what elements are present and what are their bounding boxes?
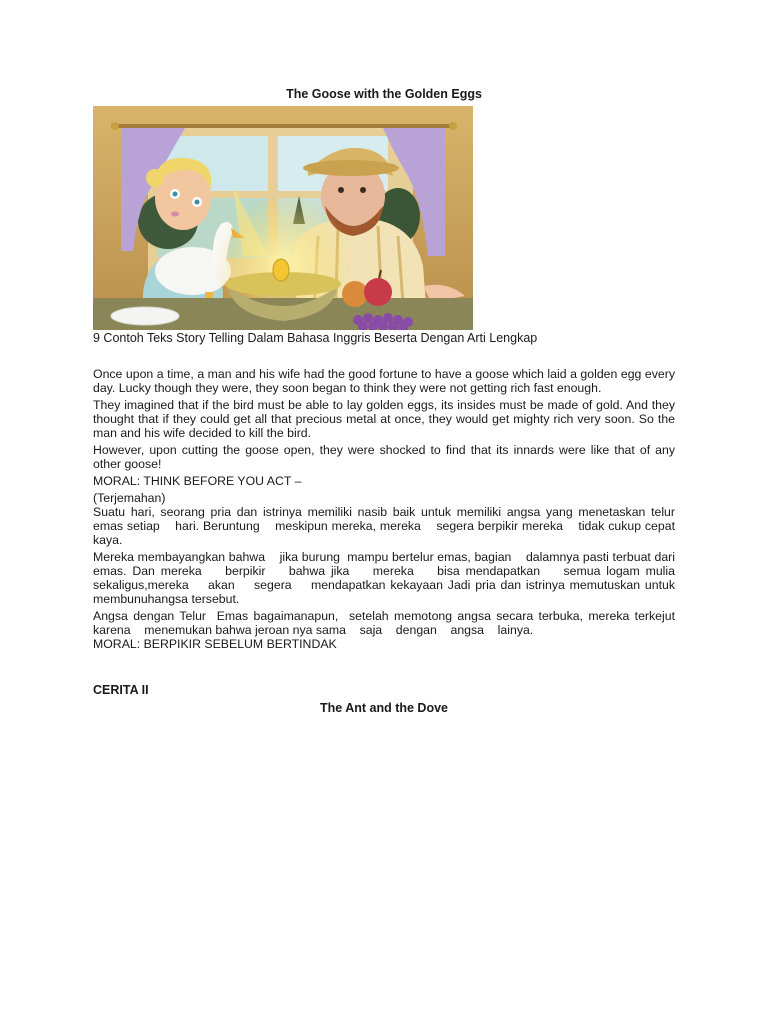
english-moral: MORAL: THINK BEFORE YOU ACT –: [93, 474, 302, 488]
next-story-title: The Ant and the Dove: [319, 701, 448, 715]
story-illustration: [93, 106, 473, 330]
english-paragraph-1: Once upon a time, a man and his wife had the good fortune to have a goose which laid a golden egg every day. Lucky though they were, they soon began to think they were not getting rich fast enough.: [93, 367, 675, 395]
indonesian-moral: MORAL: BERPIKIR SEBELUM BERTINDAK: [93, 637, 337, 651]
section-label: CERITA II: [93, 683, 149, 697]
goose-golden-egg-illustration: [93, 106, 473, 330]
english-story: [93, 367, 689, 651]
indonesian-paragraph-2: Mereka membayangkan bahwa jika burung mampu bertelur emas, bagian dalamnya pasti terbuat dari emas. Dan mereka berpikir bahwa jika mereka bisa mendapatkan semua logam mulia sekaligus,mereka akan segera mendapatkan kekayaan Jadi pria dan istrinya memutuskan untuk membunuhangsa tersebut.: [93, 550, 689, 606]
english-paragraph-2: They imagined that if the bird must be able to lay golden eggs, its insides must be made of gold. And they thought that if they could get all that precious metal at once, they would get mighty rich very soon. So the man and his wife decided to kill the bird.: [93, 398, 675, 440]
indonesian-paragraph-1: Suatu hari, seorang pria dan istrinya memiliki nasib baik untuk memiliki angsa yang menetaskan telur emas setiap hari. Beruntung meskipun mereka, mereka segera berpikir mereka tidak cukup cepat kaya.: [93, 505, 679, 547]
english-paragraph-3: However, upon cutting the goose open, they were shocked to find that its innards were like that of any other goose!: [93, 443, 675, 471]
translation-label: (Terjemahan): [93, 491, 166, 505]
image-caption: 9 Contoh Teks Story Telling Dalam Bahasa Inggris Beserta Dengan Arti Lengkap: [93, 331, 538, 345]
story-title: The Goose with the Golden Eggs: [286, 87, 482, 101]
indonesian-paragraph-3: Angsa dengan Telur Emas bagaimanapun, setelah memotong angsa secara terbuka, mereka terkejut karena menemukan bahwa jeroan nya sama saja dengan angsa lainya.: [93, 609, 679, 637]
